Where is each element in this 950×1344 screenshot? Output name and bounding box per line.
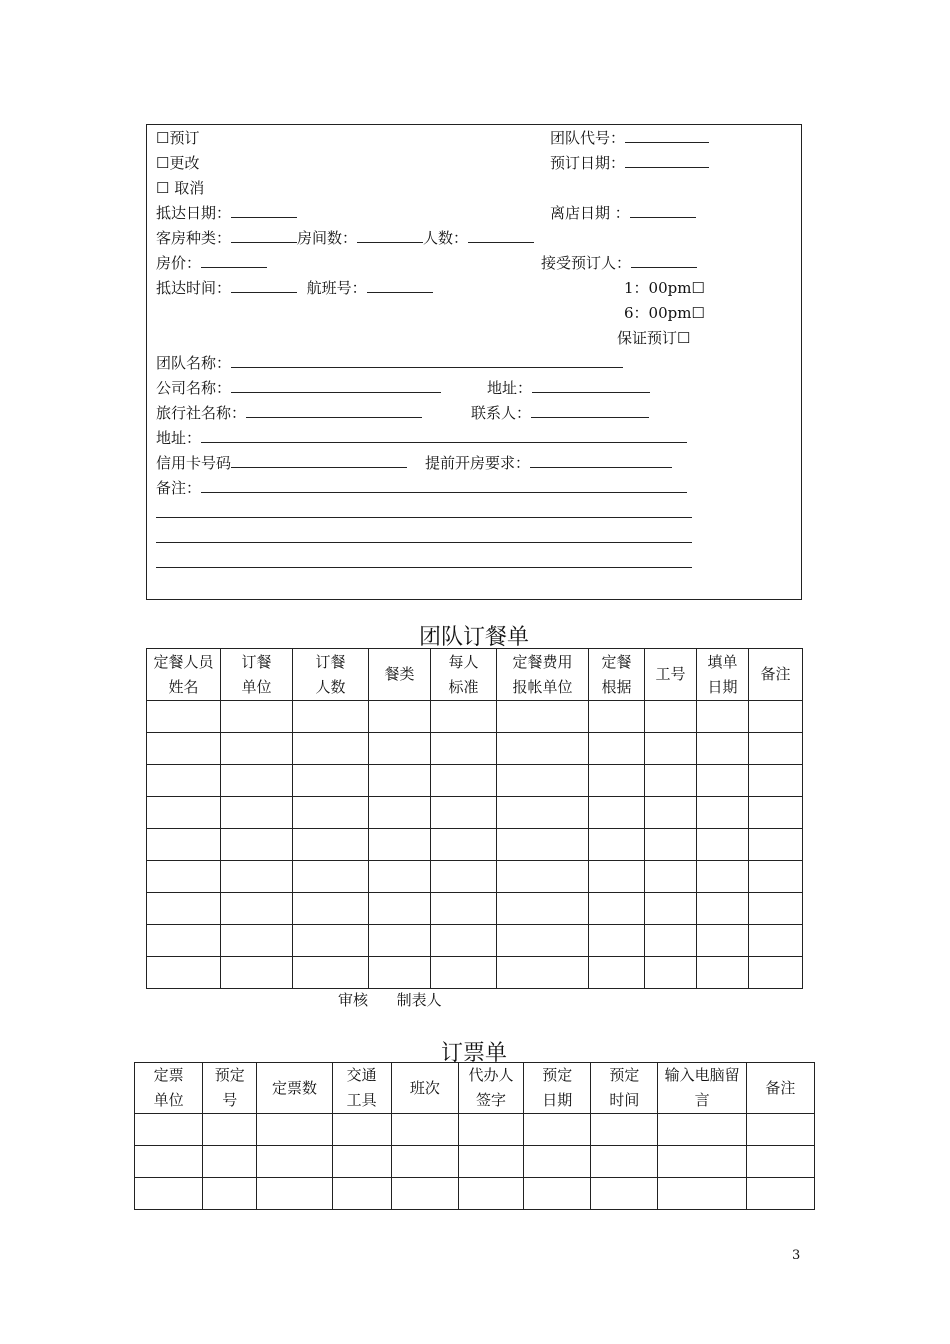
column-header-line: 工号 [655,665,686,683]
table-row [147,925,803,957]
table-cell[interactable] [431,733,497,765]
table-row [147,861,803,893]
meal-form-footer: 审核 制表人 [338,991,442,1009]
table-cell[interactable] [589,925,645,957]
table-cell[interactable] [697,733,749,765]
room-count-input[interactable] [357,228,423,243]
table-cell[interactable] [369,765,431,797]
booking-date-label: 预订日期： [550,154,626,172]
table-row [135,1178,815,1210]
table-cell[interactable] [203,1114,257,1146]
table-cell[interactable] [591,1178,658,1210]
table-cell[interactable] [645,861,697,893]
table-cell[interactable] [369,829,431,861]
table-cell[interactable] [589,733,645,765]
table-cell[interactable] [431,701,497,733]
column-header-line: 日期 [707,677,738,696]
contact-label: 联系人： [471,404,532,422]
table-cell[interactable] [431,957,497,989]
column-header-line: 工具 [346,1091,377,1109]
table-cell[interactable] [645,797,697,829]
table-cell[interactable] [391,1146,458,1178]
table-cell[interactable] [697,861,749,893]
column-header [749,649,803,701]
table-row [147,829,803,861]
table-cell[interactable] [697,765,749,797]
table-row [135,1114,815,1146]
receiver-field [541,253,697,273]
table-cell[interactable] [645,893,697,925]
table-cell[interactable] [293,797,369,829]
time-1pm-option[interactable]: 1：00pm☐ [624,279,705,297]
table-cell[interactable] [746,1146,814,1178]
departure-date-field [550,203,696,223]
receiver-label: 接受预订人： [541,254,632,272]
booking-date-input[interactable] [625,153,709,168]
company-field [156,378,441,398]
table-cell[interactable] [257,1114,332,1146]
company-address-label: 地址： [487,379,533,397]
column-header-line: 预定 [609,1066,640,1084]
credit-card-input[interactable] [231,453,407,468]
table-cell[interactable] [497,893,589,925]
table-cell[interactable] [749,797,803,829]
table-cell[interactable] [749,861,803,893]
team-code-input[interactable] [625,128,709,143]
booking-date-field [550,153,709,173]
column-header [524,1063,591,1114]
column-header [293,649,369,701]
address-label: 地址： [156,429,202,447]
option-change[interactable]: ☐更改 [156,154,200,172]
column-header-line: 根据 [601,677,632,696]
table-cell[interactable] [135,1146,203,1178]
early-room-field [425,453,672,473]
column-header-line: 定餐人员 [153,652,214,671]
flight-label: 航班号： [306,279,367,297]
table-cell[interactable] [135,1178,203,1210]
table-row [147,765,803,797]
table-row [147,957,803,989]
table-cell[interactable] [589,829,645,861]
room-type-label: 客房种类： [156,229,232,247]
arrival-time-input[interactable] [231,278,297,293]
table-cell[interactable] [369,893,431,925]
table-cell[interactable] [458,1146,523,1178]
table-cell[interactable] [658,1178,746,1210]
time-6pm-option[interactable]: 6：00pm☐ [624,304,705,322]
option-book[interactable]: ☐预订 [156,129,200,147]
column-header [697,649,749,701]
column-header-line: 预定 [542,1066,573,1084]
column-header-line: 定餐费用 [512,652,573,671]
column-header-line: 单位 [153,1091,184,1109]
company-label: 公司名称： [156,379,232,397]
column-header-line: 订餐 [315,652,346,671]
company-address-input[interactable] [532,378,650,393]
contact-field [471,403,649,423]
price-label: 房价： [156,254,202,272]
table-cell[interactable] [497,861,589,893]
column-header [658,1063,746,1114]
table-cell[interactable] [645,733,697,765]
column-header-line: 号 [222,1091,238,1109]
table-cell[interactable] [749,925,803,957]
people-input[interactable] [468,228,534,243]
table-cell[interactable] [293,957,369,989]
credit-card-field [156,453,407,473]
table-cell[interactable] [147,829,221,861]
table-cell[interactable] [749,829,803,861]
remarks-line[interactable] [156,517,692,518]
table-cell[interactable] [332,1114,391,1146]
column-header [591,1063,658,1114]
agency-input[interactable] [246,403,422,418]
early-room-label: 提前开房要求： [425,454,531,472]
team-code-field [550,128,709,148]
table-cell[interactable] [589,797,645,829]
column-header-line: 代办人 [468,1066,514,1084]
column-header-line: 时间 [609,1091,640,1109]
table-cell[interactable] [746,1178,814,1210]
agency-label: 旅行社名称： [156,404,247,422]
table-cell[interactable] [749,957,803,989]
column-header-line: 单位 [241,677,272,696]
column-header [135,1063,203,1114]
table-cell[interactable] [524,1146,591,1178]
arrival-time-row [156,278,433,298]
table-cell[interactable] [458,1178,523,1210]
table-cell[interactable] [589,861,645,893]
meal-header-row [147,649,803,701]
receiver-input[interactable] [631,253,697,268]
table-cell[interactable] [293,765,369,797]
table-cell[interactable] [221,893,293,925]
column-header-line: 备注 [760,665,791,683]
table-cell[interactable] [497,957,589,989]
table-cell[interactable] [293,701,369,733]
table-cell[interactable] [645,957,697,989]
table-cell[interactable] [431,861,497,893]
table-cell[interactable] [369,957,431,989]
table-cell[interactable] [221,733,293,765]
table-cell[interactable] [332,1146,391,1178]
column-header-line: 言 [694,1091,710,1109]
table-cell[interactable] [257,1146,332,1178]
ticket-form-table [134,1062,815,1210]
guarantee-option[interactable]: 保证预订☐ [617,329,691,347]
table-cell[interactable] [645,829,697,861]
remarks-input[interactable] [201,478,687,493]
table-cell[interactable] [147,893,221,925]
table-cell[interactable] [431,765,497,797]
column-header-line: 标准 [448,677,479,696]
team-name-field [156,353,623,373]
table-cell[interactable] [497,701,589,733]
table-row [147,893,803,925]
room-row [156,228,534,248]
team-name-label: 团队名称： [156,354,232,372]
credit-card-label: 信用卡号码 [156,454,232,472]
table-cell[interactable] [431,829,497,861]
table-cell[interactable] [147,925,221,957]
table-cell[interactable] [697,925,749,957]
table-cell[interactable] [221,829,293,861]
table-cell[interactable] [221,765,293,797]
table-cell[interactable] [147,701,221,733]
column-header-line: 签字 [476,1091,507,1109]
flight-input[interactable] [367,278,433,293]
column-header [645,649,697,701]
column-header-line: 输入电脑留 [664,1066,740,1084]
table-cell[interactable] [221,957,293,989]
company-address-field [487,378,650,398]
column-header-line: 人数 [315,677,346,696]
table-cell[interactable] [497,797,589,829]
address-field [156,428,687,448]
remarks-field [156,478,687,498]
column-header [221,649,293,701]
table-cell[interactable] [697,957,749,989]
column-header [458,1063,523,1114]
table-cell[interactable] [589,701,645,733]
table-cell[interactable] [697,701,749,733]
address-input[interactable] [201,428,687,443]
table-cell[interactable] [749,733,803,765]
column-header-line: 定票 [153,1066,184,1084]
column-header [203,1063,257,1114]
table-cell[interactable] [645,701,697,733]
column-header [746,1063,814,1114]
table-cell[interactable] [697,893,749,925]
departure-date-label: 离店日期 ： [550,204,630,222]
table-cell[interactable] [458,1114,523,1146]
column-header-line: 班次 [409,1078,440,1097]
room-count-label: 房间数： [297,229,358,247]
table-cell[interactable] [431,925,497,957]
price-field [156,253,267,273]
column-header-line: 填单 [707,652,738,671]
column-header-line: 报帐单位 [512,677,573,696]
meal-form-table [146,648,803,989]
table-cell[interactable] [749,701,803,733]
table-cell[interactable] [293,829,369,861]
arrival-date-label: 抵达日期： [156,204,232,222]
column-header-line: 备注 [765,1078,796,1097]
column-header-line: 交通 [346,1066,377,1084]
table-cell[interactable] [369,797,431,829]
table-cell[interactable] [203,1178,257,1210]
remarks-label: 备注： [156,479,202,497]
table-cell[interactable] [431,893,497,925]
table-cell[interactable] [589,893,645,925]
table-cell[interactable] [658,1114,746,1146]
arrival-date-field [156,203,297,223]
column-header-line: 餐类 [384,665,415,683]
table-cell[interactable] [147,765,221,797]
column-header-line: 定餐 [601,652,632,671]
remarks-line[interactable] [156,542,692,543]
table-cell[interactable] [697,829,749,861]
table-cell[interactable] [369,925,431,957]
table-cell[interactable] [591,1146,658,1178]
table-cell[interactable] [658,1146,746,1178]
table-cell[interactable] [749,893,803,925]
column-header-line: 定票数 [271,1078,317,1097]
team-name-input[interactable] [231,353,623,368]
table-cell[interactable] [497,765,589,797]
page-number: 3 [792,1248,801,1263]
table-cell[interactable] [147,733,221,765]
remarks-line[interactable] [156,567,692,568]
ticket-header-row [135,1063,815,1114]
column-header [369,649,431,701]
table-cell[interactable] [645,765,697,797]
meal-form-title: 团队订餐单 [418,625,529,650]
table-cell[interactable] [221,701,293,733]
table-cell[interactable] [497,925,589,957]
column-header-line: 日期 [542,1091,573,1109]
column-header [391,1063,458,1114]
column-header [497,649,589,701]
table-cell[interactable] [203,1146,257,1178]
table-cell[interactable] [332,1178,391,1210]
table-cell[interactable] [497,829,589,861]
team-code-label: 团队代号： [550,129,626,147]
table-row [135,1146,815,1178]
table-cell[interactable] [221,925,293,957]
agency-field [156,403,422,423]
table-cell[interactable] [369,701,431,733]
table-cell[interactable] [497,733,589,765]
table-row [147,797,803,829]
table-cell[interactable] [431,797,497,829]
table-cell[interactable] [147,861,221,893]
column-header [147,649,221,701]
table-cell[interactable] [257,1178,332,1210]
early-room-input[interactable] [530,453,672,468]
arrival-date-input[interactable] [231,203,297,218]
table-cell[interactable] [369,733,431,765]
arrival-time-label: 抵达时间： [156,279,232,297]
column-header-line: 预定 [214,1066,245,1084]
table-cell[interactable] [746,1114,814,1146]
ticket-form-title: 订票单 [440,1041,507,1066]
table-cell[interactable] [135,1114,203,1146]
table-cell[interactable] [293,861,369,893]
column-header-line: 订餐 [241,652,272,671]
table-cell[interactable] [293,893,369,925]
column-header-line: 每人 [448,652,479,671]
table-cell[interactable] [589,765,645,797]
departure-date-input[interactable] [630,203,696,218]
table-cell[interactable] [369,861,431,893]
column-header [431,649,497,701]
option-cancel[interactable]: ☐ 取消 [156,179,205,197]
column-header-line: 姓名 [168,677,199,696]
table-cell[interactable] [221,861,293,893]
table-cell[interactable] [147,957,221,989]
column-header [589,649,645,701]
table-cell[interactable] [147,797,221,829]
table-cell[interactable] [589,957,645,989]
table-cell[interactable] [391,1114,458,1146]
contact-input[interactable] [531,403,649,418]
price-input[interactable] [201,253,267,268]
table-cell[interactable] [591,1114,658,1146]
table-cell[interactable] [524,1178,591,1210]
column-header [257,1063,332,1114]
table-cell[interactable] [391,1178,458,1210]
people-label: 人数： [423,229,469,247]
table-cell[interactable] [749,765,803,797]
room-type-input[interactable] [231,228,297,243]
table-row [147,733,803,765]
table-cell[interactable] [293,733,369,765]
table-cell[interactable] [293,925,369,957]
company-input[interactable] [231,378,441,393]
table-cell[interactable] [221,797,293,829]
column-header [332,1063,391,1114]
table-cell[interactable] [645,925,697,957]
table-cell[interactable] [697,797,749,829]
table-row [147,701,803,733]
table-cell[interactable] [524,1114,591,1146]
